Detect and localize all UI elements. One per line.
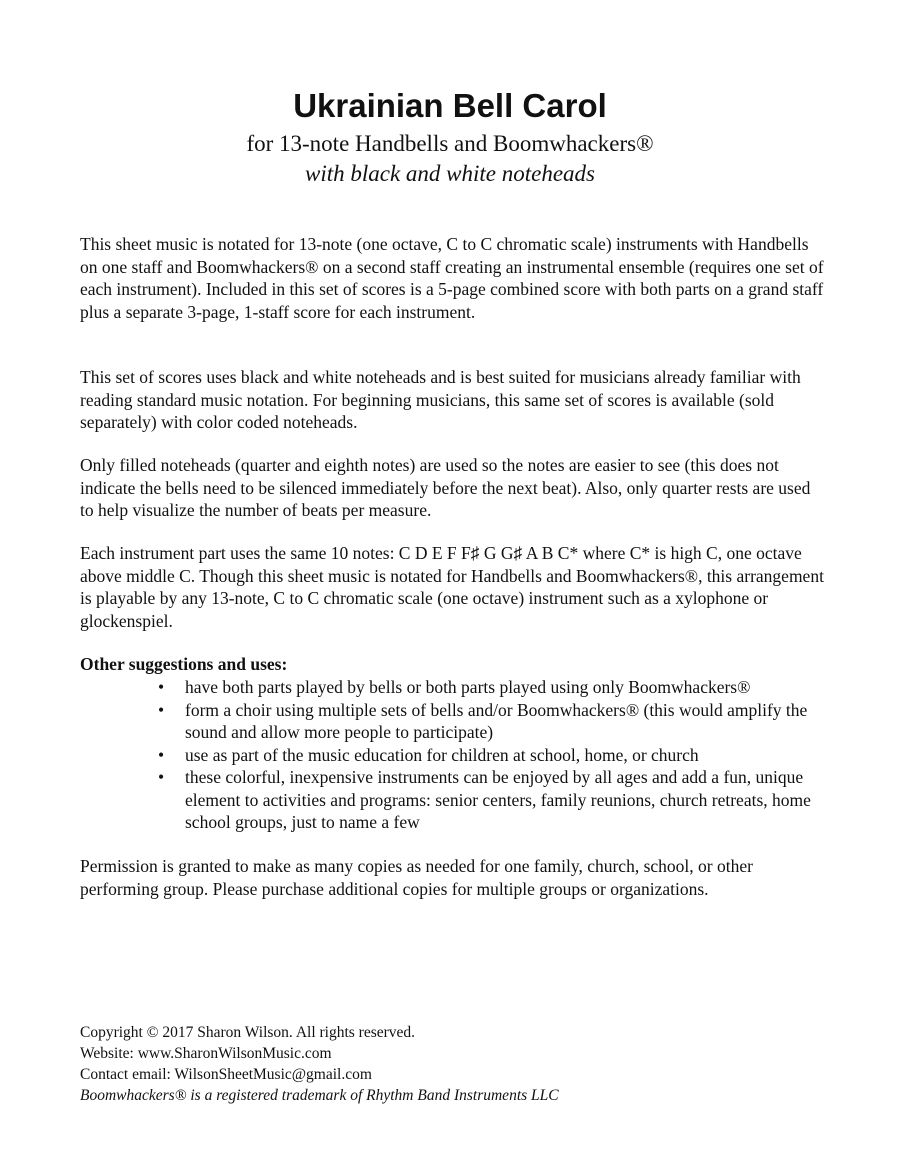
notehead-paragraph: This set of scores uses black and white noteheads and is best suited for musicians already familiar with reading standard music notation. For beginning musicians, this same set of scores is available (sold separately) with color coded noteheads. <box>80 367 801 432</box>
list-item <box>80 766 825 834</box>
filled-noteheads-paragraph: Only filled noteheads (quarter and eighth notes) are used so the notes are easier to see (this does not indicate the bells need to be silenced immediately before the next beat). Also, only quarter rests are used to help visualize the number of beats per measure. <box>80 455 811 520</box>
suggestions-list <box>80 676 825 834</box>
list-item-text: these colorful, inexpensive instruments can be enjoyed by all ages and add a fun, unique element to activities and programs: senior centers, family reunions, church retreats, home school groups, just to name a few <box>185 767 811 832</box>
trademark-line: Boomwhackers® is a registered trademark of Rhythm Band Instruments LLC <box>80 1087 559 1104</box>
document-subtitle-italic: with black and white noteheads <box>304 161 595 186</box>
list-item-text: have both parts played by bells or both parts played using only Boomwhackers® <box>185 677 751 697</box>
bullet-icon: • <box>158 699 165 720</box>
bullet-icon: • <box>158 744 165 765</box>
copyright-line: Copyright © 2017 Sharon Wilson. All rights reserved. <box>80 1024 416 1041</box>
list-item <box>80 699 825 744</box>
permission-paragraph: Permission is granted to make as many copies as needed for one family, church, school, or other performing group. Please purchase additional copies for multiple groups or organizations. <box>80 856 753 899</box>
list-item <box>80 744 825 767</box>
contact-email-line: Contact email: WilsonSheetMusic@gmail.com <box>80 1066 372 1083</box>
document-title: Ukrainian Bell Carol <box>293 87 607 124</box>
suggestions-heading: Other suggestions and uses: <box>80 654 288 674</box>
bullet-icon: • <box>158 767 165 787</box>
notes-paragraph: Each instrument part uses the same 10 notes: C D E F F♯ G G♯ A B C* where C* is high C, one octave above middle C. Though this sheet music is notated for Handbells and Boomwhackers®, this arrangement is playable by any 13-note, C to C chromatic scale (one octave) instrument such as a xylophone or glockenspiel. <box>80 543 824 631</box>
list-item <box>80 676 825 699</box>
list-item-text: form a choir using multiple sets of bells and/or Boomwhackers® (this would amplify the sound and allow more people to participate) <box>185 699 808 742</box>
website-line: Website: www.SharonWilsonMusic.com <box>80 1045 332 1062</box>
bullet-icon: • <box>158 677 165 697</box>
document-subtitle: for 13-note Handbells and Boomwhackers® <box>246 131 654 156</box>
intro-paragraph: This sheet music is notated for 13-note (one octave, C to C chromatic scale) instruments with Handbells on one staff and Boomwhackers® on a second staff creating an instrumental ensemble (requires one set of each instrument). Included in this set of scores is a 5-page combined score with both parts on a grand staff plus a separate 3-page, 1-staff score for each instrument. <box>80 234 824 322</box>
list-item-text: use as part of the music education for children at school, home, or church <box>185 744 699 765</box>
